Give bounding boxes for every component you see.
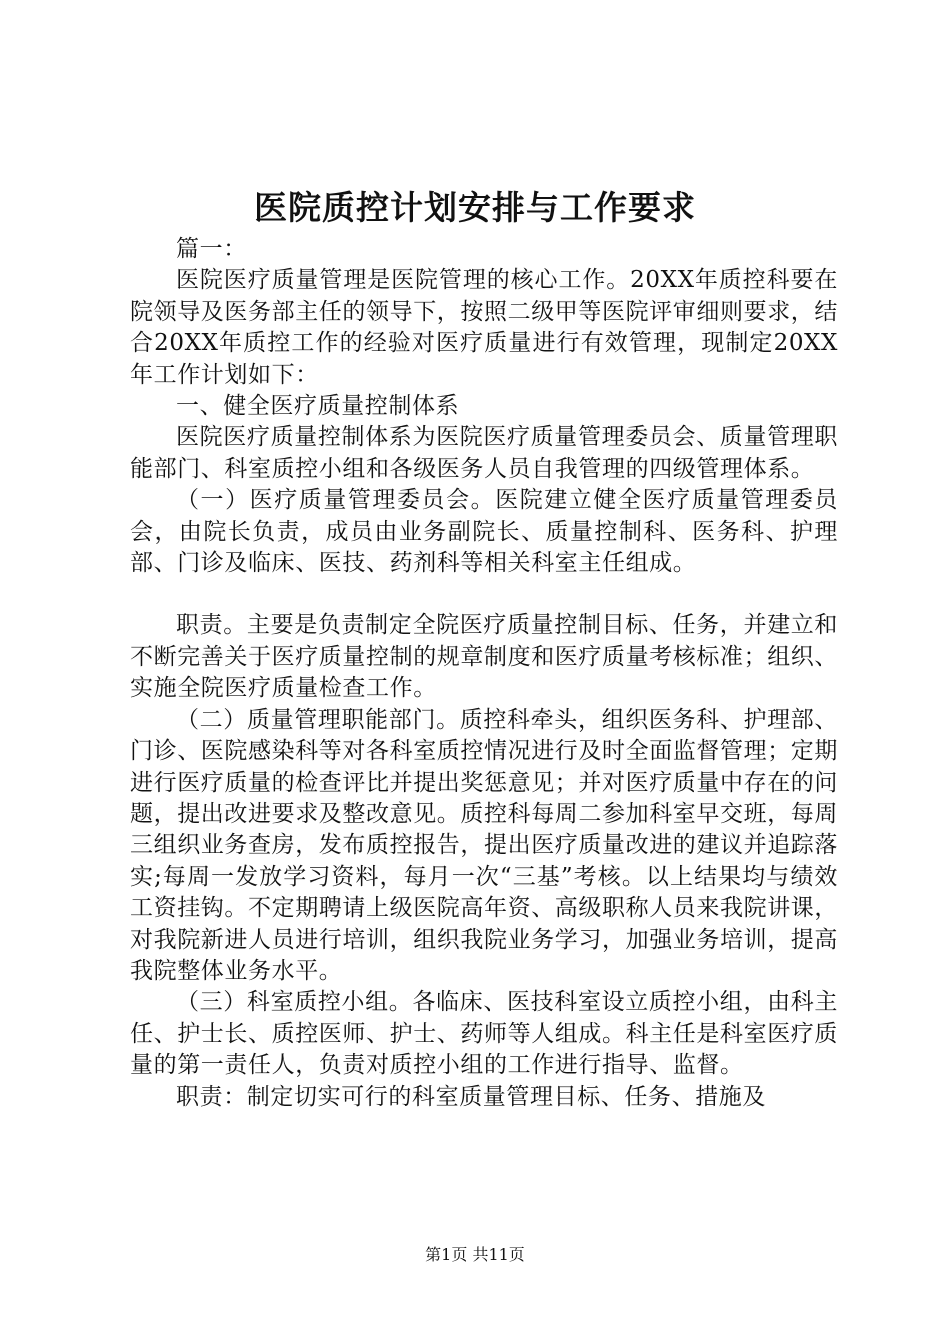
paragraph-system-overview: 医院医疗质量控制体系为医院医疗质量管理委员会、质量管理职能部门、科室质控小组和各级医务人员自我管理的四级管理体系。 [130,424,838,482]
page-footer: 第1页 共11页 [425,1245,525,1264]
document-body [130,234,838,1113]
paragraph-functional-dept: （二）质量管理职能部门。质控科牵头，组织医务科、护理部、门诊、医院感染科等对各科室质控情况进行及时全面监督管理；定期进行医疗质量的检查评比并提出奖惩意见；并对医疗质量中存在的问题，提出改进要求及整改意见。质控科每周二参加科室早交班，每周三组织业务查房，发布质控报告，提出医疗质量改进的建议并追踪落实;每周一发放学习资料，每月一次“三基”考核。以上结果均与绩效工资挂钩。不定期聘请上级医院高年资、高级职称人员来我院讲课，对我院新进人员进行培训，组织我院业务学习，加强业务培训，提高我院整体业务水平。 [130,706,838,984]
paragraph-committee-duties: 职责。主要是负责制定全院医疗质量控制目标、任务，并建立和不断完善关于医疗质量控制的规章制度和医疗质量考核标准；组织、实施全院医疗质量检查工作。 [130,612,838,702]
document-title: 医院质控计划安排与工作要求 [254,188,696,227]
paragraph-heading-1: 一、健全医疗质量控制体系 [176,393,460,420]
paragraph-intro: 医院医疗质量管理是医院管理的核心工作。20XX年质控科要在院领导及医务部主任的领导下，按照二级甲等医院评审细则要求，结合20XX年质控工作的经验对医疗质量进行有效管理，现制定20XX年工作计划如下： [130,267,838,388]
paragraph-section-label: 篇一： [176,236,247,262]
paragraph-group-duties: 职责：制定切实可行的科室质量管理目标、任务、措施及 [176,1083,766,1110]
paragraph-committee: （一）医疗质量管理委员会。医院建立健全医疗质量管理委员会，由院长负责，成员由业务副院长、质量控制科、医务科、护理部、门诊及临床、医技、药剂科等相关科室主任组成。 [130,487,838,577]
paragraph-dept-qc-group: （三）科室质控小组。各临床、医技科室设立质控小组，由科主任、护士长、质控医师、护士、药师等人组成。科主任是科室医疗质量的第一责任人，负责对质控小组的工作进行指导、监督。 [130,989,838,1079]
